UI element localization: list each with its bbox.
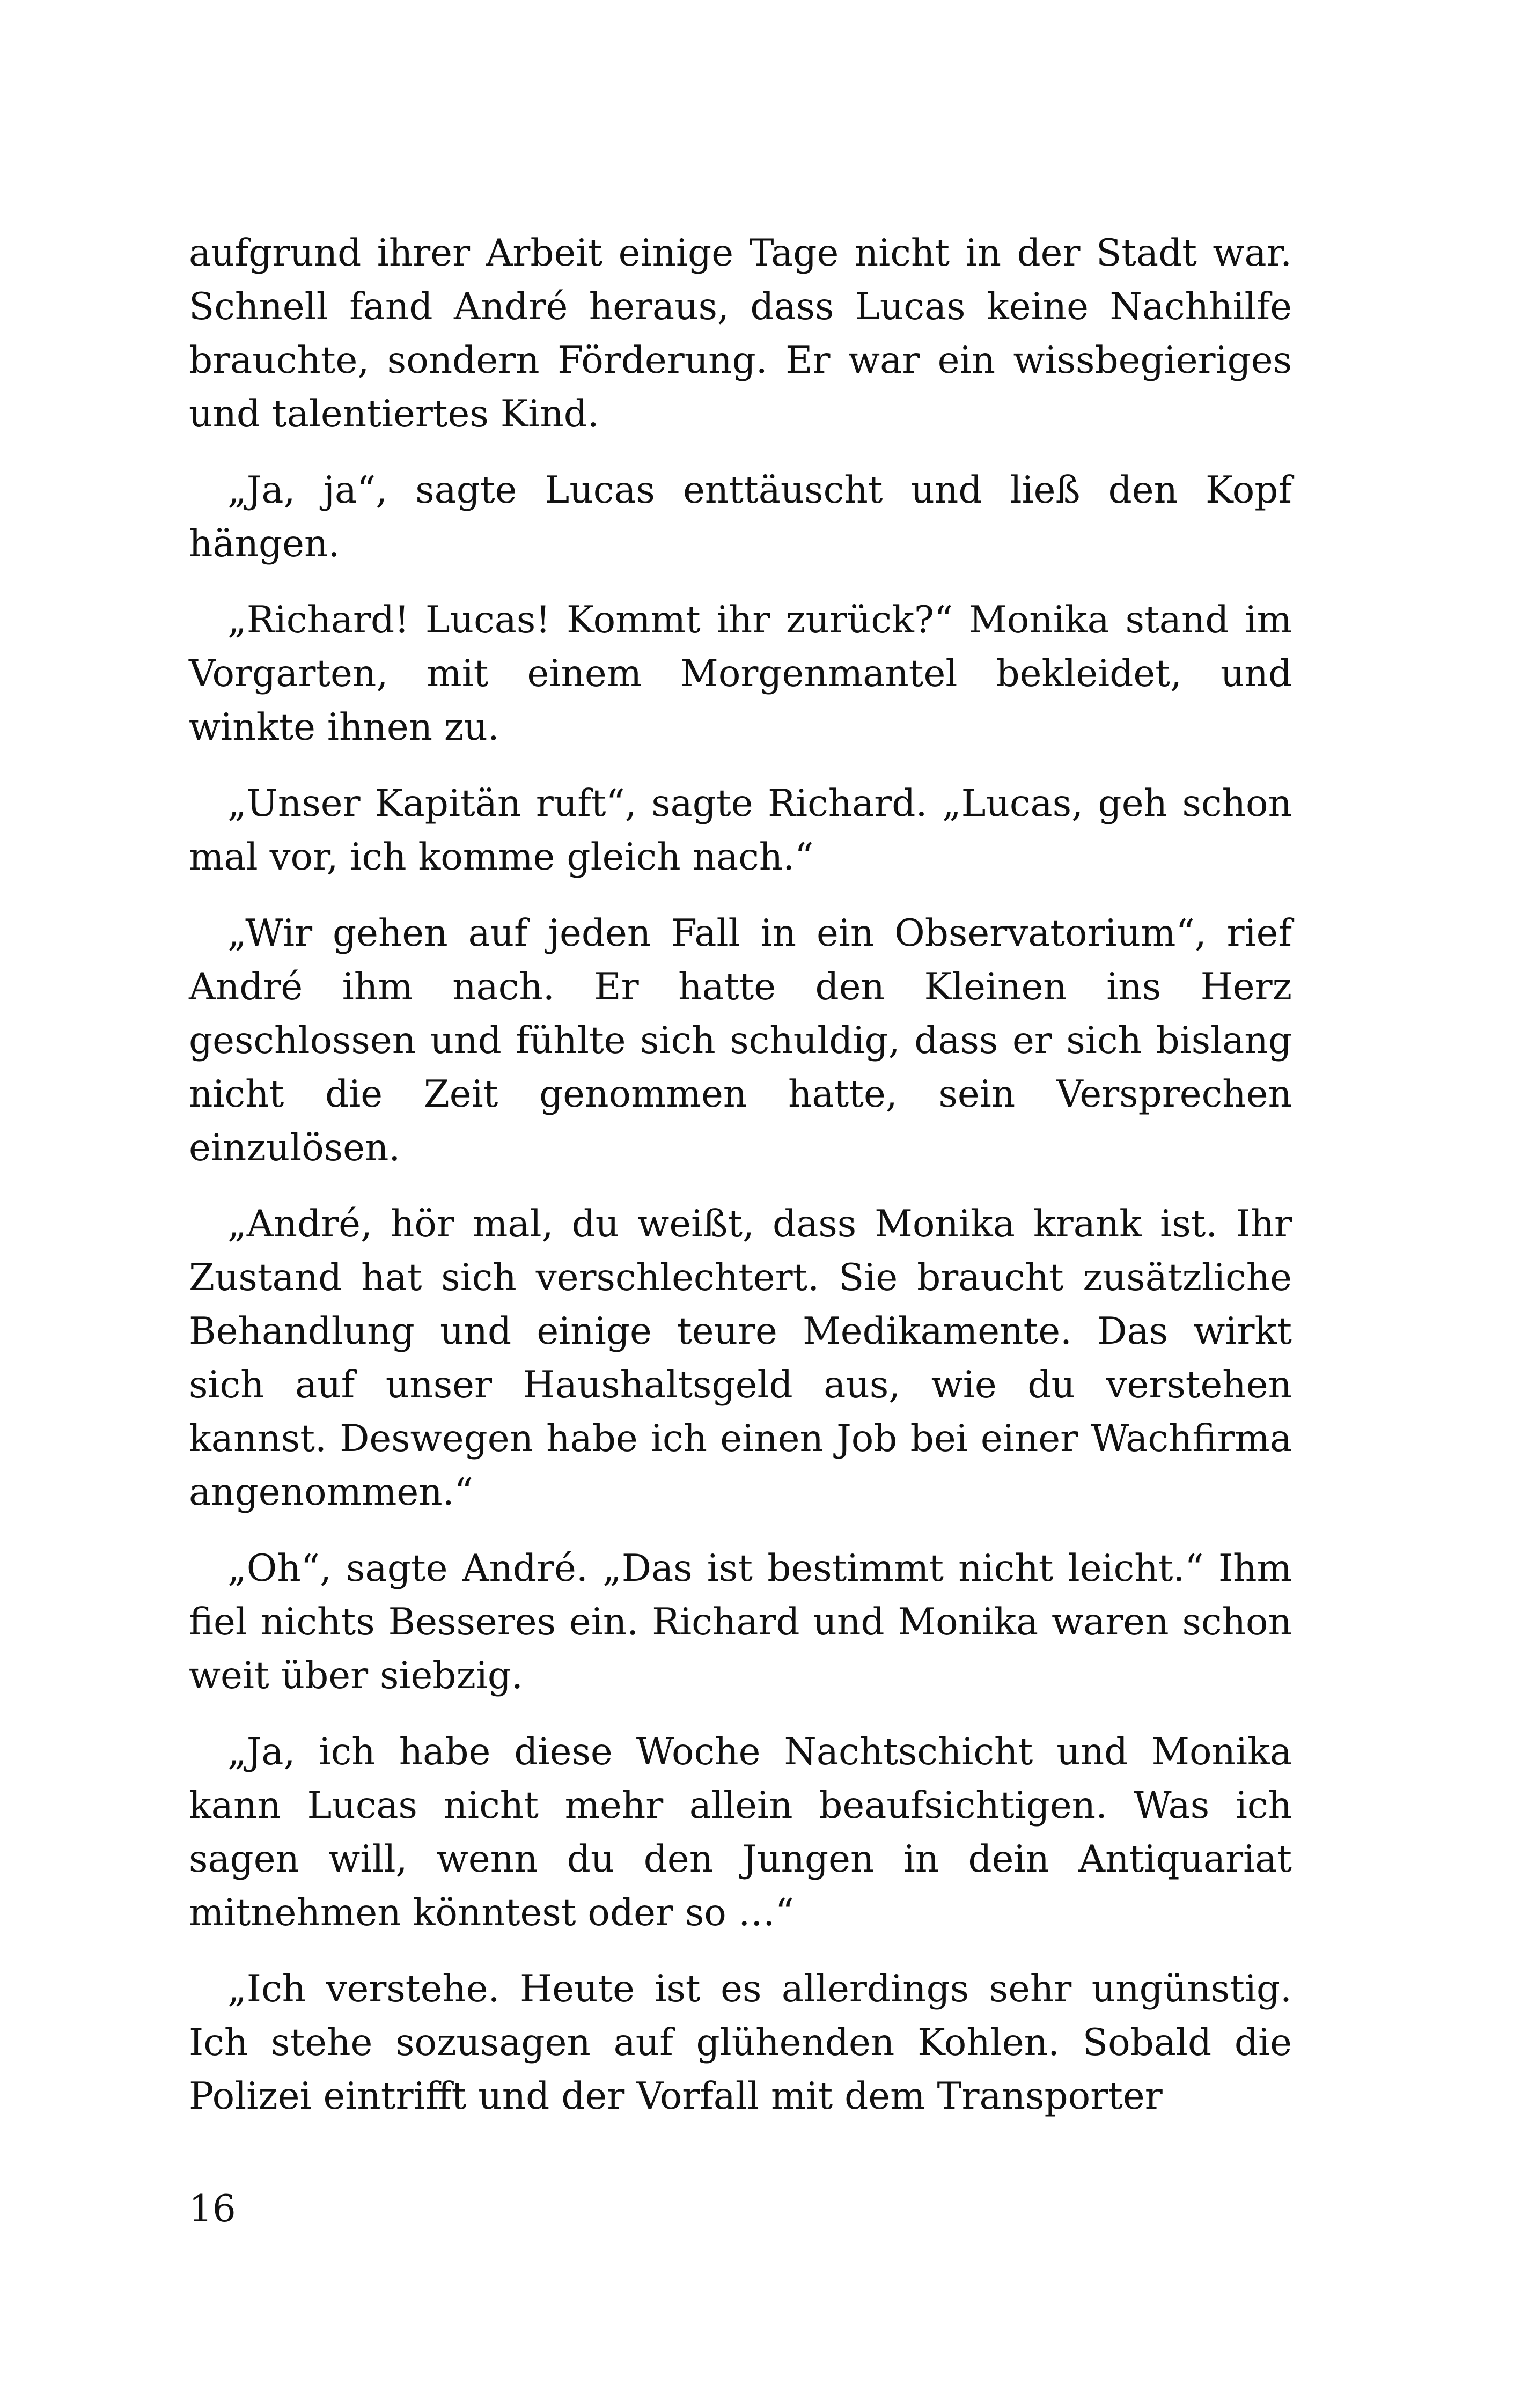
paragraph: „Unser Kapitän ruft“, sagte Richard. „Lucas, geh schon mal vor, ich komme gleich nach.“ [189,782,1292,879]
paragraph: „Ja, ja“, sagte Lucas enttäuscht und ließ den Kopf hängen. [189,469,1292,565]
paragraph: „Oh“, sagte André. „Das ist bestimmt nicht leicht.“ Ihm fiel nichts Besseres ein. Richard und Monika waren schon weit über siebzig. [189,1547,1292,1697]
page-number: 16 [189,2188,236,2230]
body-text [189,226,1292,2146]
paragraph: „Richard! Lucas! Kommt ihr zurück?“ Monika stand im Vorgarten, mit einem Morgenmantel bekleidet, und winkte ihnen zu. [189,599,1292,749]
paragraph: „André, hör mal, du weißt, dass Monika krank ist. Ihr Zustand hat sich verschlechtert. Sie braucht zusätzliche Behandlung und einige teure Medikamente. Das wirkt sich auf unser Haushaltsgeld aus, wie du verstehen kannst. Deswegen habe ich einen Job bei einer Wachfirma angenommen.“ [189,1203,1292,1514]
paragraph: „Ja, ich habe diese Woche Nachtschicht und Monika kann Lucas nicht mehr allein beaufsichtigen. Was ich sagen will, wenn du den Jungen in dein Antiquariat mitnehmen könntest oder so …“ [189,1730,1292,1934]
paragraph: „Ich verstehe. Heute ist es allerdings sehr ungünstig. Ich stehe sozusagen auf glühenden Kohlen. Sobald die Polizei eintrifft und der Vorfall mit dem Transporter [189,1968,1292,2118]
paragraph: „Wir gehen auf jeden Fall in ein Observatorium“, rief André ihm nach. Er hatte den Kleinen ins Herz geschlossen und fühlte sich schuldig, dass er sich bislang nicht die Zeit genommen hatte, sein Versprechen einzulösen. [189,912,1292,1169]
paragraph-continuation: aufgrund ihrer Arbeit einige Tage nicht in der Stadt war. Schnell fand André heraus, dass Lucas keine Nachhilfe brauchte, sondern Förderung. Er war ein wissbegieriges und talentiertes Kind. [189,232,1292,436]
